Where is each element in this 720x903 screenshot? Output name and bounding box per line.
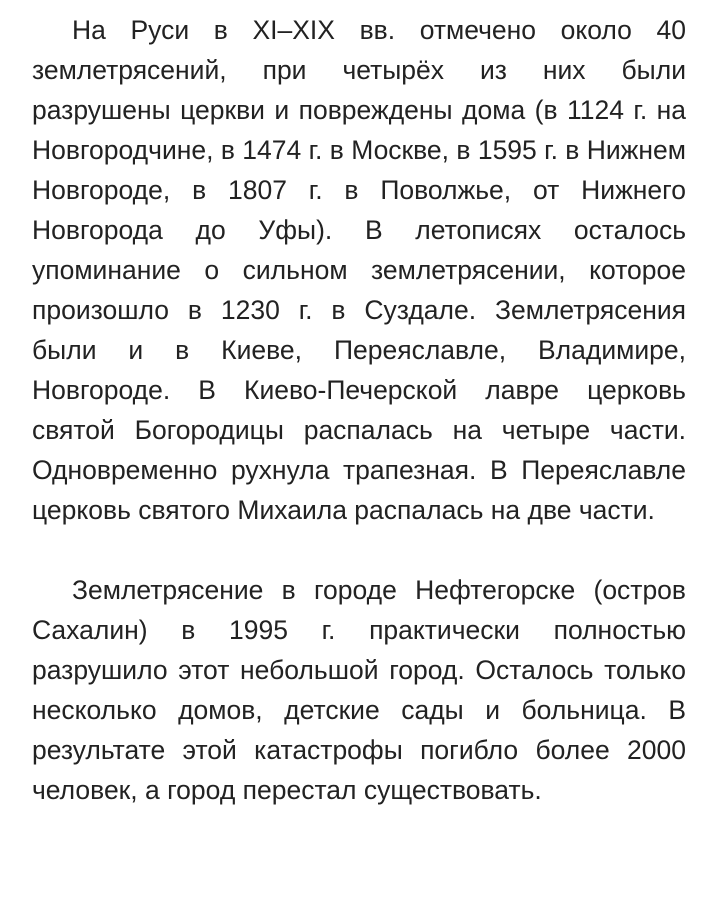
- paragraph-earthquakes-rus: На Руси в XI–XIX вв. отмечено около 40 землетрясений, при четырёх из них были разрушены церкви и повреждены дома (в 1124 г. на Новгородчине, в 1474 г. в Москве, в 1595 г. в Нижнем Новгороде, в 1807 г. в Поволжье, от Нижнего Новгорода до Уфы). В летописях осталось упоминание о сильном землетрясении, которое произошло в 1230 г. в Суздале. Землетрясения были и в Киеве, Переяславле, Владимире, Новгороде. В Киево-Печерской лавре церковь святой Богородицы распалась на четыре части. Одновременно рухнула трапезная. В Переяславле церковь святого Михаила распалась на две части.: [32, 15, 686, 525]
- document-body: [32, 10, 686, 810]
- paragraph-neftegorsk: Землетрясение в городе Нефтегорске (остров Сахалин) в 1995 г. практически полностью разрушило этот небольшой город. Осталось только несколько домов, детские сады и больница. В результате этой катастрофы погибло более 2000 человек, а город перестал существовать.: [32, 575, 686, 805]
